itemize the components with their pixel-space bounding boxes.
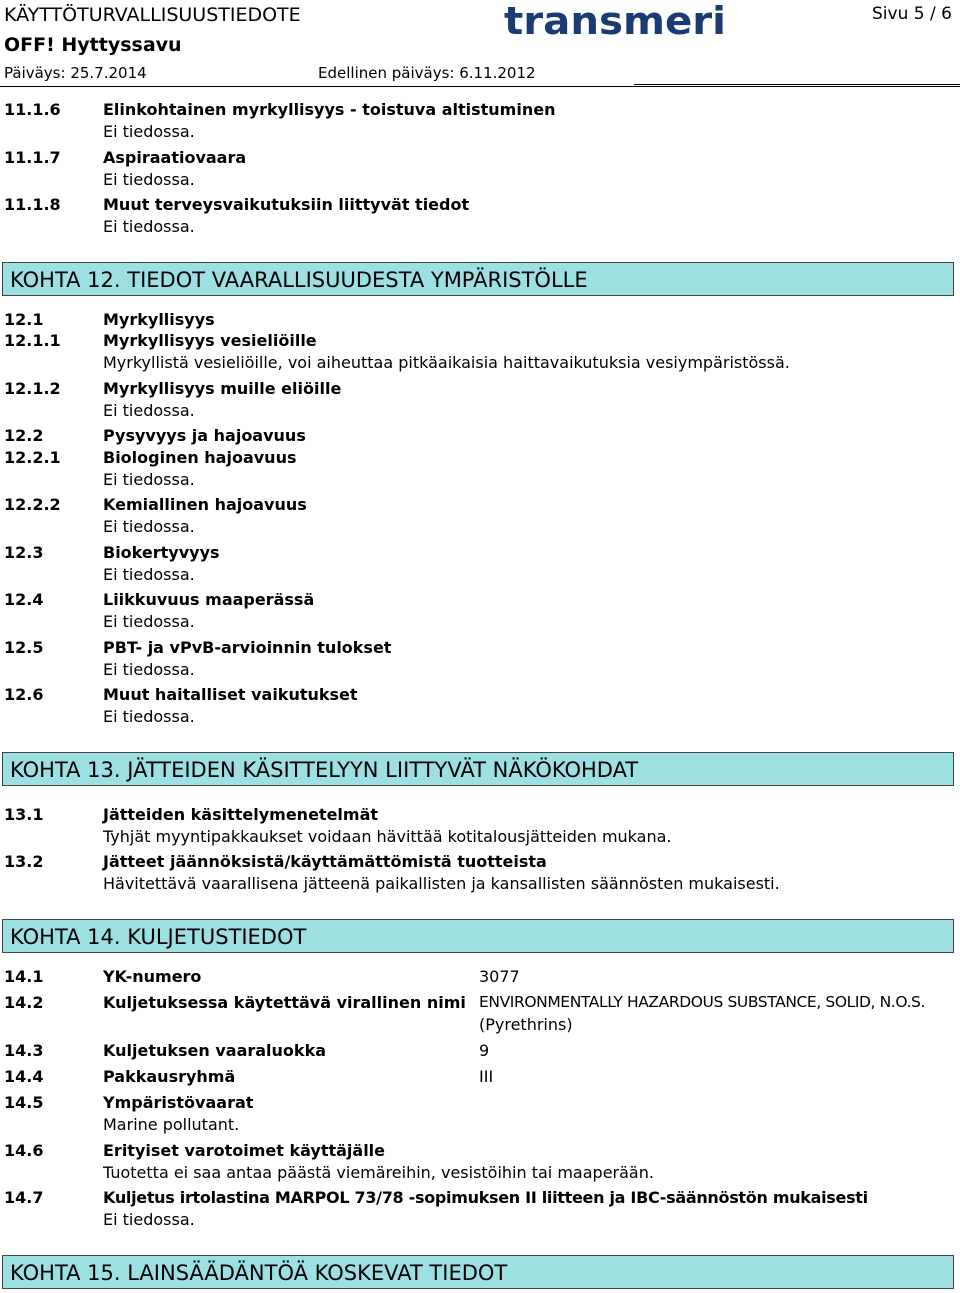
item-title: Muut haitalliset vaikutukset [103, 685, 358, 704]
item-number: 12.6 [4, 685, 44, 704]
item-text: Ei tiedossa. [103, 122, 195, 141]
section-14-heading [2, 919, 954, 953]
section-13-heading [2, 752, 954, 786]
item-title: Jätteet jäännöksistä/käyttämättömistä tuotteista [103, 852, 547, 871]
transmeri-logo [504, 2, 728, 46]
item-title: Aspiraatiovaara [103, 148, 247, 167]
item-text: Ei tiedossa. [103, 217, 195, 236]
item-value: III [479, 1067, 494, 1086]
section-15-heading [2, 1255, 954, 1289]
page-number: Sivu 5 / 6 [872, 4, 952, 24]
item-value: 3077 [479, 967, 520, 986]
item-text: Ei tiedossa. [103, 1210, 195, 1229]
section-heading-text: KOHTA 14. KULJETUSTIEDOT [10, 925, 307, 949]
item-number: 12.5 [4, 638, 44, 657]
item-title: Kuljetus irtolastina MARPOL 73/78 -sopimuksen II liitteen ja IBC-säännöstön mukaisesti [103, 1188, 868, 1207]
section-heading-text: KOHTA 13. JÄTTEIDEN KÄSITTELYYN LIITTYVÄT NÄKÖKOHDAT [10, 758, 639, 782]
item-number: 14.6 [4, 1141, 44, 1160]
item-text: Ei tiedossa. [103, 612, 195, 631]
item-text: Marine pollutant. [103, 1115, 240, 1134]
issue-date: Päiväys: 25.7.2014 [4, 64, 147, 82]
item-text: Ei tiedossa. [103, 401, 195, 420]
section-heading-text: KOHTA 15. LAINSÄÄDÄNTÖÄ KOSKEVAT TIEDOT [10, 1261, 508, 1285]
item-number: 12.4 [4, 590, 44, 609]
item-title: Myrkyllisyys muille eliöille [103, 379, 342, 398]
header-divider [0, 86, 960, 87]
item-number: 14.2 [4, 993, 44, 1012]
item-title: Kuljetuksessa käytettävä virallinen nimi [103, 993, 466, 1012]
item-title: Jätteiden käsittelymenetelmät [103, 805, 379, 824]
section-heading-text: KOHTA 12. TIEDOT VAARALLISUUDESTA YMPÄRISTÖLLE [10, 268, 588, 292]
item-title: Ympäristövaarat [103, 1093, 254, 1112]
item-number: 11.1.6 [4, 100, 61, 119]
item-value-continued: (Pyrethrins) [479, 1015, 573, 1034]
item-title: Pysyvyys ja hajoavuus [103, 426, 306, 445]
item-number: 14.5 [4, 1093, 44, 1112]
item-number: 14.7 [4, 1188, 44, 1207]
item-text: Hävitettävä vaarallisena jätteenä paikallisten ja kansallisten säännösten mukaisesti. [103, 874, 780, 893]
item-title: Kuljetuksen vaaraluokka [103, 1041, 326, 1060]
item-text: Ei tiedossa. [103, 565, 195, 584]
item-number: 12.1.1 [4, 331, 61, 350]
item-number: 12.2 [4, 426, 44, 445]
item-title: Myrkyllisyys [103, 310, 215, 329]
item-title: Liikkuvuus maaperässä [103, 590, 315, 609]
item-number: 14.4 [4, 1067, 44, 1086]
item-title: YK-numero [103, 967, 202, 986]
item-title: PBT- ja vPvB-arvioinnin tulokset [103, 638, 392, 657]
item-number: 12.2.2 [4, 495, 61, 514]
transmeri-logo-graphic [504, 2, 728, 42]
item-text: Ei tiedossa. [103, 707, 195, 726]
item-title: Biologinen hajoavuus [103, 448, 297, 467]
section-12-heading [2, 262, 954, 296]
item-title: Biokertyvyys [103, 543, 220, 562]
item-title: Elinkohtainen myrkyllisyys - toistuva altistuminen [103, 100, 556, 119]
item-value: ENVIRONMENTALLY HAZARDOUS SUBSTANCE, SOLID, N.O.S. [479, 993, 925, 1011]
item-title: Kemiallinen hajoavuus [103, 495, 307, 514]
item-text: Myrkyllistä vesieliöille, voi aiheuttaa pitkäaikaisia haittavaikutuksia vesiympäristössä. [103, 353, 790, 372]
item-number: 14.3 [4, 1041, 44, 1060]
item-number: 13.2 [4, 852, 44, 871]
document-title: KÄYTTÖTURVALLISUUSTIEDOTE [4, 4, 301, 26]
item-text: Ei tiedossa. [103, 470, 195, 489]
item-number: 11.1.7 [4, 148, 61, 167]
item-number: 12.1 [4, 310, 44, 329]
previous-date: Edellinen päiväys: 6.11.2012 [318, 64, 536, 82]
product-name: OFF! Hyttyssavu [4, 34, 182, 56]
item-title: Erityiset varotoimet käyttäjälle [103, 1141, 386, 1160]
item-number: 11.1.8 [4, 195, 61, 214]
item-title: Myrkyllisyys vesieliöille [103, 331, 317, 350]
item-text: Ei tiedossa. [103, 170, 195, 189]
item-number: 14.1 [4, 967, 44, 986]
header-divider-right [634, 84, 960, 85]
logo-wordmark: transmeri [504, 2, 726, 42]
item-number: 12.2.1 [4, 448, 61, 467]
item-text: Tyhjät myyntipakkaukset voidaan hävittää kotitalousjätteiden mukana. [103, 827, 672, 846]
item-number: 12.1.2 [4, 379, 61, 398]
item-title: Pakkausryhmä [103, 1067, 236, 1086]
item-text: Tuotetta ei saa antaa päästä viemäreihin, vesistöihin tai maaperään. [103, 1163, 654, 1182]
item-text: Ei tiedossa. [103, 517, 195, 536]
item-number: 12.3 [4, 543, 44, 562]
item-title: Muut terveysvaikutuksiin liittyvät tiedot [103, 195, 470, 214]
item-text: Ei tiedossa. [103, 660, 195, 679]
item-value: 9 [479, 1041, 490, 1060]
item-number: 13.1 [4, 805, 44, 824]
